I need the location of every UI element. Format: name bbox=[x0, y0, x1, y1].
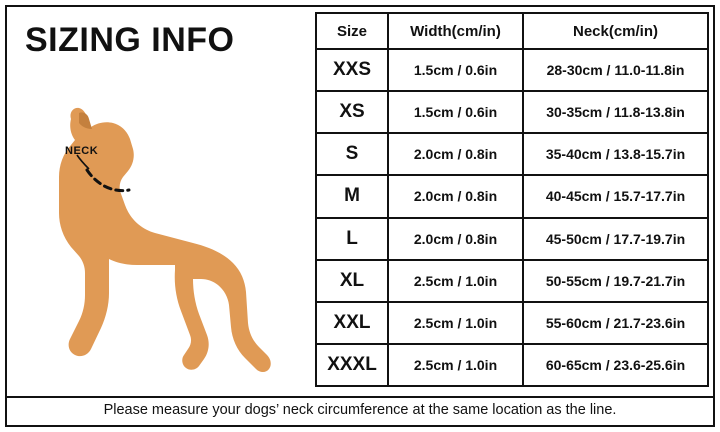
dog-silhouette-icon bbox=[17, 77, 307, 377]
table-row bbox=[316, 218, 708, 260]
cell-width: 1.5cm / 0.6in bbox=[388, 91, 523, 133]
cell-size: XXL bbox=[316, 302, 388, 344]
cell-size: M bbox=[316, 175, 388, 217]
column-header-size: Size bbox=[316, 13, 388, 49]
table-row bbox=[316, 133, 708, 175]
cell-width: 1.5cm / 0.6in bbox=[388, 49, 523, 91]
cell-width: 2.0cm / 0.8in bbox=[388, 133, 523, 175]
footer-divider bbox=[7, 396, 713, 398]
cell-neck: 35-40cm / 13.8-15.7in bbox=[523, 133, 708, 175]
cell-width: 2.5cm / 1.0in bbox=[388, 260, 523, 302]
neck-label: NECK bbox=[65, 145, 99, 157]
cell-width: 2.0cm / 0.8in bbox=[388, 218, 523, 260]
table-row bbox=[316, 49, 708, 91]
cell-size: XXS bbox=[316, 49, 388, 91]
footer-note: Please measure your dogs’ neck circumference at the same location as the line. bbox=[103, 402, 617, 418]
table-row bbox=[316, 344, 708, 386]
cell-width: 2.5cm / 1.0in bbox=[388, 344, 523, 386]
dog-illustration bbox=[17, 77, 307, 377]
table-row bbox=[316, 302, 708, 344]
cell-size: L bbox=[316, 218, 388, 260]
column-header-neck: Neck(cm/in) bbox=[523, 13, 708, 49]
cell-size: XS bbox=[316, 91, 388, 133]
cell-neck: 60-65cm / 23.6-25.6in bbox=[523, 344, 708, 386]
sizing-table-wrapper bbox=[315, 12, 707, 387]
table-header-row bbox=[316, 13, 708, 49]
cell-neck: 45-50cm / 17.7-19.7in bbox=[523, 218, 708, 260]
cell-size: S bbox=[316, 133, 388, 175]
cell-size: XL bbox=[316, 260, 388, 302]
cell-neck: 30-35cm / 11.8-13.8in bbox=[523, 91, 708, 133]
cell-neck: 40-45cm / 15.7-17.7in bbox=[523, 175, 708, 217]
table-row bbox=[316, 91, 708, 133]
table-row bbox=[316, 175, 708, 217]
table-row bbox=[316, 260, 708, 302]
cell-neck: 55-60cm / 21.7-23.6in bbox=[523, 302, 708, 344]
page-title: SIZING INFO bbox=[25, 21, 235, 59]
cell-width: 2.5cm / 1.0in bbox=[388, 302, 523, 344]
cell-neck: 50-55cm / 19.7-21.7in bbox=[523, 260, 708, 302]
cell-size: XXXL bbox=[316, 344, 388, 386]
cell-width: 2.0cm / 0.8in bbox=[388, 175, 523, 217]
cell-neck: 28-30cm / 11.0-11.8in bbox=[523, 49, 708, 91]
illustration-panel bbox=[7, 7, 307, 392]
sizing-table bbox=[315, 12, 709, 387]
column-header-width: Width(cm/in) bbox=[388, 13, 523, 49]
